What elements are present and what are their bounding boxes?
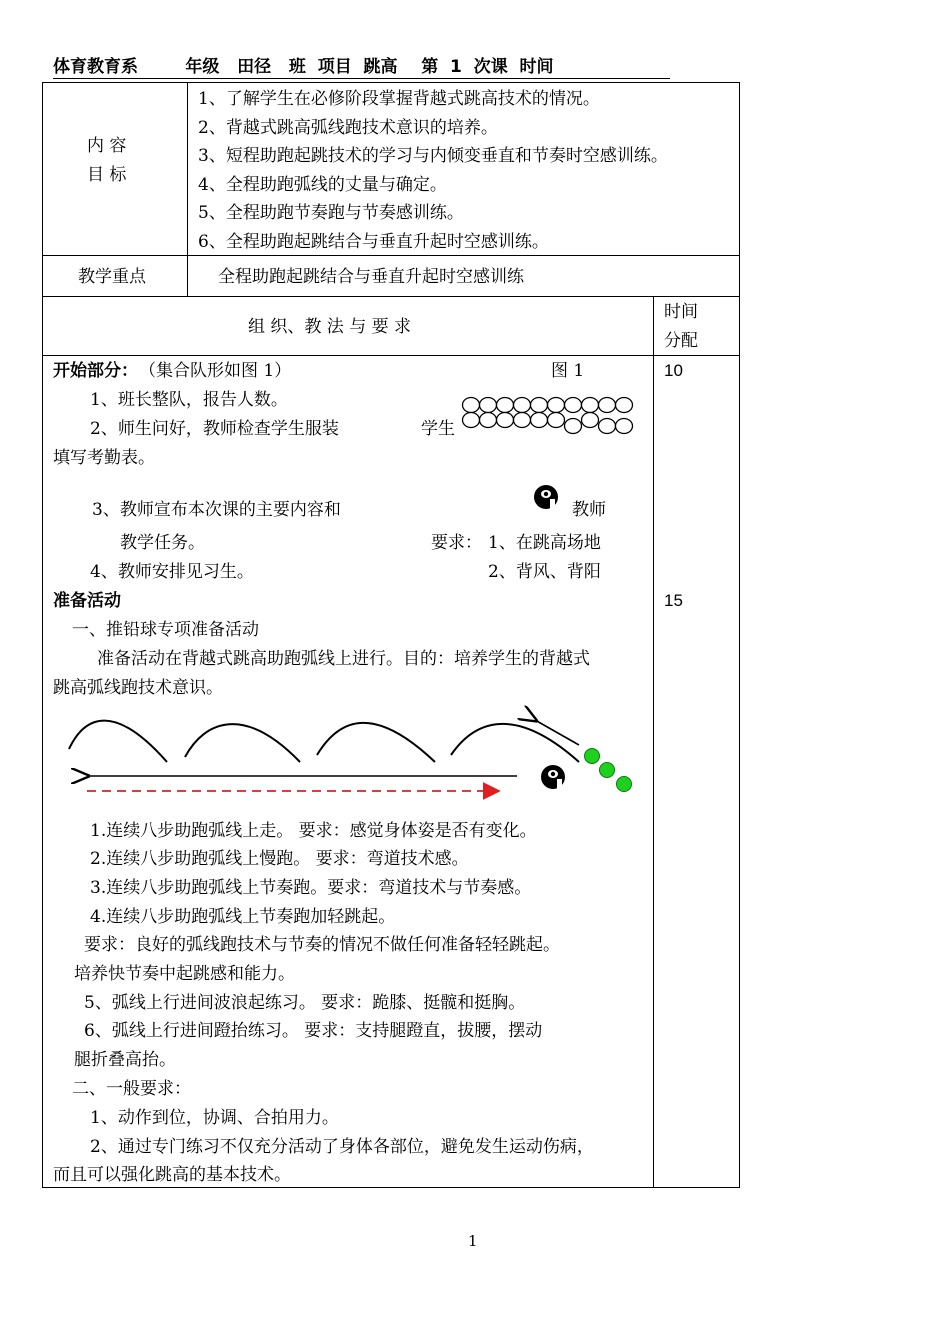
warmup-time: 15: [664, 591, 683, 610]
objectives-label-1: 内 容: [87, 136, 127, 156]
start-line: 填写考勤表。: [53, 448, 155, 468]
drill-item: 6、弧线上行进间蹬抬练习。 要求：支持腿蹬直，拔腰，摆动: [84, 1021, 543, 1041]
col-divider-label: [187, 82, 188, 296]
row-divider-3: [42, 355, 740, 356]
focus-label: 教学重点: [78, 267, 146, 287]
objective-item: 3、短程助跑起跳技术的学习与内倾变垂直和节奏时空感训练。: [198, 146, 668, 166]
requirement-2: 2、背风、背阳: [488, 562, 601, 582]
student-marker: [497, 398, 514, 413]
start-line: 3、教师宣布本次课的主要内容和: [92, 500, 341, 520]
focus-text: 全程助跑起跳结合与垂直升起时空感训练: [218, 267, 524, 287]
arc-curve: [451, 724, 579, 762]
warmup-subtitle-1: 一、推铅球专项准备活动: [72, 620, 259, 640]
teacher-label: 教师: [572, 500, 606, 520]
arc-curve: [185, 724, 300, 762]
student-marker: [616, 398, 633, 413]
warmup-title: 准备活动: [53, 591, 121, 611]
warmup-subtitle-2: 二、一般要求：: [72, 1079, 191, 1099]
student-marker: [514, 413, 531, 428]
time-header-1: 时间: [664, 302, 698, 322]
teacher-icon-diagram: [541, 765, 565, 789]
student-marker: [480, 398, 497, 413]
general-requirement: 1、动作到位，协调、合拍用力。: [90, 1108, 339, 1128]
objective-item: 5、全程助跑节奏跑与节奏感训练。: [198, 203, 464, 223]
approach-arrow: [535, 720, 579, 745]
student-marker: [514, 398, 531, 413]
student-marker: [463, 413, 480, 428]
student-marker: [599, 419, 616, 434]
student-marker: [616, 419, 633, 434]
objectives-label-2: 目 标: [87, 165, 127, 185]
arc-run-diagram: [55, 705, 655, 805]
objective-item: 2、背越式跳高弧线跑技术意识的培养。: [198, 118, 498, 138]
org-header: 组 织、教 法 与 要 求: [248, 317, 412, 337]
figure-1-label: 图 1: [551, 361, 585, 381]
student-green-marker: [600, 763, 615, 778]
students-label: 学生: [421, 419, 455, 439]
requirement-1: 1、在跳高场地: [488, 533, 601, 553]
start-line: 1、班长整队，报告人数。: [90, 390, 288, 410]
arc-curve: [69, 721, 167, 762]
teacher-icon: [532, 483, 562, 515]
drill-requirement: 培养快节奏中起跳感和能力。: [74, 964, 295, 984]
objective-item: 4、全程助跑弧线的丈量与确定。: [198, 175, 447, 195]
formation-figure: [458, 392, 638, 442]
start-title-note: （集合队形如图 1）: [139, 361, 292, 381]
row-divider-2: [42, 296, 740, 297]
student-marker: [582, 398, 599, 413]
student-green-marker: [617, 777, 632, 792]
drill-item: 4.连续八步助跑弧线上节奏跑加轻跳起。: [90, 907, 396, 927]
student-green-marker: [585, 749, 600, 764]
drill-item: 3.连续八步助跑弧线上节奏跑。要求：弯道技术与节奏感。: [90, 878, 532, 898]
student-marker: [548, 413, 565, 428]
requirement-label: 要求：: [431, 533, 482, 553]
warmup-paragraph: 跳高弧线跑技术意识。: [53, 678, 223, 698]
general-requirement: 而且可以强化跳高的基本技术。: [53, 1165, 291, 1185]
drill-item: 5、弧线上行进间波浪起练习。 要求：跪膝、挺髋和挺胸。: [84, 993, 526, 1013]
student-marker: [565, 398, 582, 413]
time-header-2: 分配: [664, 331, 698, 351]
student-marker: [531, 413, 548, 428]
student-marker: [548, 398, 565, 413]
start-line: 2、师生问好，教师检查学生服装: [90, 419, 339, 439]
objective-item: 6、全程助跑起跳结合与垂直升起时空感训练。: [198, 232, 549, 252]
arc-curve: [317, 723, 435, 762]
page-number: 1: [468, 1232, 478, 1250]
page-header: 体育教育系 年级 田径 班 项目 跳高 第 1 次课 时间: [53, 56, 670, 79]
start-line: 教学任务。: [120, 533, 205, 553]
student-marker: [480, 413, 497, 428]
student-marker: [565, 419, 582, 434]
start-time: 10: [664, 361, 683, 380]
student-marker: [599, 398, 616, 413]
start-title: 开始部分：: [53, 361, 138, 381]
drill-item: 1.连续八步助跑弧线上走。 要求：感觉身体姿是否有变化。: [90, 821, 537, 841]
objective-item: 1、了解学生在必修阶段掌握背越式跳高技术的情况。: [198, 89, 600, 109]
drill-requirement: 要求：良好的弧线跑技术与节奏的情况不做任何准备轻轻跳起。: [84, 935, 560, 955]
student-marker: [582, 413, 599, 428]
warmup-paragraph: 准备活动在背越式跳高助跑弧线上进行。目的：培养学生的背越式: [97, 649, 590, 669]
row-divider-1: [42, 255, 740, 256]
start-line: 4、教师安排见习生。: [90, 562, 254, 582]
general-requirement: 2、通过专门练习不仅充分活动了身体各部位，避免发生运动伤病，: [90, 1137, 594, 1157]
student-marker: [463, 398, 480, 413]
drill-item: 2.连续八步助跑弧线上慢跑。 要求：弯道技术感。: [90, 849, 469, 869]
student-marker: [497, 413, 514, 428]
student-marker: [531, 398, 548, 413]
drill-item: 腿折叠高抬。: [74, 1050, 176, 1070]
